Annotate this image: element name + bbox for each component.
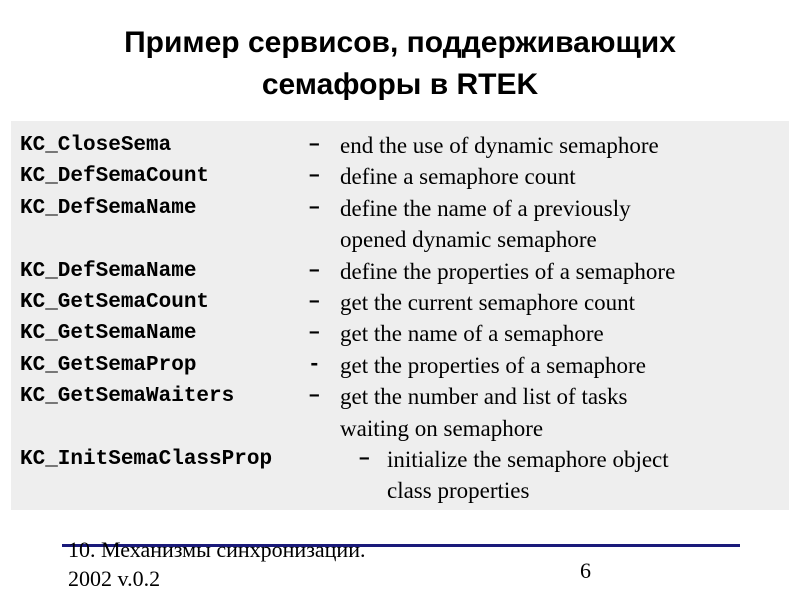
service-row [20,287,780,318]
service-row [20,130,780,161]
service-row [20,193,780,224]
service-dash: – [308,196,321,220]
service-name: KC_GetSemaProp [20,353,197,377]
service-name: KC_DefSemaName [20,196,197,220]
service-description: get the name of a semaphore [340,321,604,347]
service-dash: – [308,165,321,189]
service-description: define the properties of a semaphore [340,258,676,284]
slide-title-line-1: Пример сервисов, поддерживающих [124,26,676,59]
page-number: 6 [580,558,591,583]
service-row [20,350,780,381]
service-dash: – [308,259,321,283]
service-row [20,161,780,192]
service-dash: – [308,322,321,346]
slide-title [0,22,800,106]
service-row [20,444,780,475]
service-name: KC_GetSemaCount [20,290,210,314]
service-row [20,381,780,412]
service-description: define the name of a previously [340,195,631,221]
service-row-continuation [20,475,780,506]
service-name: KC_InitSemaClassProp [20,447,273,471]
service-row-continuation [20,413,780,444]
footer-caption-line-2: 2002 v.0.2 [68,566,161,591]
service-dash: – [308,385,321,409]
service-dash: – [308,290,321,314]
service-row-continuation [20,224,780,255]
service-name: KC_DefSemaName [20,259,197,283]
service-row [20,256,780,287]
service-row [20,318,780,349]
service-description: opened dynamic semaphore [340,227,597,253]
service-description: initialize the semaphore object [387,446,669,472]
services-list [20,130,780,507]
service-name: KC_GetSemaWaiters [20,385,235,409]
service-description: get the number and list of tasks [340,384,628,410]
service-name: KC_GetSemaName [20,322,197,346]
service-name: KC_DefSemaCount [20,165,210,189]
service-description: class properties [387,478,530,504]
footer-caption [68,535,365,593]
service-description: get the current semaphore count [340,289,636,315]
service-description: waiting on semaphore [340,415,544,441]
service-dash: – [308,134,321,157]
service-dash: – [358,447,371,471]
footer-caption-line-1: 10. Механизмы синхронизации. [68,537,366,562]
service-description: get the properties of a semaphore [340,352,646,378]
service-name: KC_CloseSema [20,134,172,157]
slide-title-line-2: семафоры в RTEK [261,68,539,101]
service-dash: - [308,353,321,377]
service-description: end the use of dynamic semaphore [340,133,659,158]
service-description: define a semaphore count [340,164,576,190]
